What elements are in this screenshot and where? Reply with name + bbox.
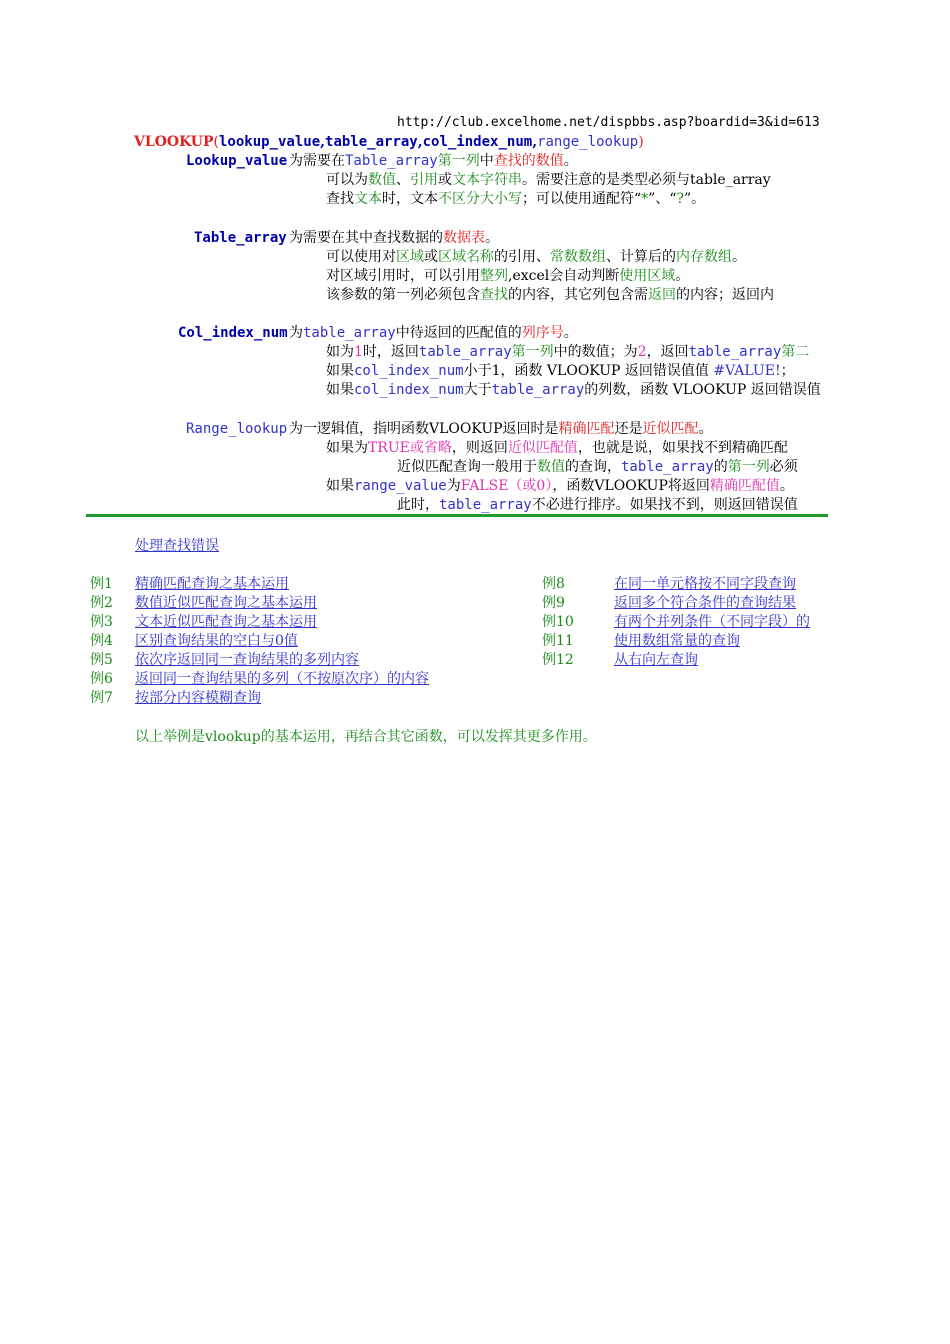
example-link-6[interactable]: 返回同一查询结果的多列（不按原次序）的内容 [135,671,429,687]
text: 查找 [326,191,354,207]
example-num: 例4 [90,633,113,649]
term: Table_array [345,153,438,169]
param-table-array: table_array [325,134,418,150]
paren-open: ( [213,134,219,150]
text: 的 [713,459,728,475]
text: 。 [563,153,578,169]
text: 。 [563,325,578,341]
lookup-value-label: Lookup_value [186,153,288,169]
term: 数据表 [443,230,485,246]
term: 第一列 [727,459,770,475]
example-link-4[interactable]: 区别查询结果的空白与0值 [135,633,298,649]
example-num: 例9 [542,595,565,611]
text: 。 [675,268,690,284]
text: 或 [424,249,438,265]
text: 中 [479,153,494,169]
text: 为需要在其中查找数据的 [289,230,443,246]
text: 必须 [769,459,798,475]
text: ，也就是说，如果找不到精确匹配 [577,440,788,456]
term: 查找 [480,287,508,303]
term: 文本字符串 [452,172,522,188]
param-col-index-num: col_index_num [422,134,533,150]
text: ,excel会自动判断 [508,268,620,284]
example-link-1[interactable]: 精确匹配查询之基本运用 [135,576,289,592]
comma: , [320,134,326,150]
example-link-10[interactable]: 有两个并列条件（不同字段）的 [614,614,810,630]
text: 如果 [326,363,354,379]
term: ? [676,191,685,207]
text: 的列数，函数 VLOOKUP 返回错误值 [584,382,821,398]
text: 的内容；返回内 [676,287,774,303]
text: 。 [698,421,713,437]
term: 整列 [480,268,508,284]
paren-close: ) [638,134,644,150]
param-range-lookup: range_lookup [537,134,639,150]
term: 文本 [354,191,382,207]
example-num: 例6 [90,671,113,687]
text: 。 [485,230,499,246]
term: 不区分大小写 [438,191,522,207]
term: FALSE（或0） [460,478,553,494]
text: ，则返回 [451,440,508,456]
text: 、 [396,172,410,188]
term: 近似匹配值 [507,440,578,456]
param-lookup-value: lookup_value [218,134,321,150]
text: 不必进行排序。如果找不到，则返回错误值 [531,497,798,513]
function-name: VLOOKUP [134,134,214,150]
term: 第一列 [437,153,480,169]
example-link-12[interactable]: 从右向左查询 [614,652,698,668]
term: 内存数组 [676,249,732,265]
term: 第一列 [511,344,554,360]
example-num: 例5 [90,652,113,668]
term: table_array [621,459,714,475]
text: 近似匹配查询一般用于 [397,459,537,475]
text: 的引用、 [494,249,550,265]
text: 该参数的第一列必须包含 [326,287,480,303]
example-link-7[interactable]: 按部分内容模糊查询 [135,690,261,706]
text: 如果 [326,382,354,398]
text: 为 [289,325,303,341]
text: 的查询， [565,459,621,475]
example-link-3[interactable]: 文本近似匹配查询之基本运用 [135,614,317,630]
term: 常数数组 [550,249,606,265]
term: 引用 [410,172,438,188]
example-link-8[interactable]: 在同一单元格按不同字段查询 [614,576,796,592]
example-link-9[interactable]: 返回多个符合条件的查询结果 [614,595,796,611]
text: 如果 [326,478,354,494]
text: 时，文本 [382,191,438,207]
text: ；可以使用通配符“ [522,191,642,207]
text: 如果为 [326,440,368,456]
text: 为一逻辑值，指明函数VLOOKUP返回时是 [289,421,559,437]
term: col_index_num [354,382,464,398]
range-lookup-label: Range_lookup [186,421,288,437]
text: 对区域引用时，可以引用 [326,268,480,284]
comma: , [532,134,538,150]
term: 区域 [396,249,424,265]
example-link-11[interactable]: 使用数组常量的查询 [614,633,740,649]
link-handle-errors[interactable]: 处理查找错误 [135,538,219,554]
text: 时，返回 [362,344,419,360]
text: 还是 [614,421,643,437]
example-num: 例2 [90,595,113,611]
example-num: 例7 [90,690,113,706]
text: 此时， [397,497,439,513]
term: 精确匹配 [558,421,615,437]
text: ； [780,363,795,379]
source-url[interactable]: http://club.excelhome.net/dispbbs.asp?boardid=3&id=613 [397,115,820,130]
text: 。 [779,478,794,494]
term: 2 [637,344,647,360]
term: 近似匹配 [642,421,699,437]
comma: , [417,134,423,150]
term: table_array [688,344,782,360]
example-num: 例10 [542,614,574,630]
example-num: 例1 [90,576,113,592]
example-num: 例12 [542,652,574,668]
text: 、计算后的 [606,249,676,265]
term: table_array [418,344,512,360]
term: 使用区域 [619,268,676,284]
term: TRUE或省略 [368,440,452,456]
term: 区域名称 [438,249,494,265]
text: 可以为 [326,172,368,188]
term: table_array [491,382,585,398]
term: table_array [439,497,532,513]
text: 的内容，其它列包含需 [508,287,648,303]
right-column-clip [0,0,822,720]
example-num: 例8 [542,576,565,592]
term: 精确匹配值 [709,478,780,494]
text: 为需要在 [289,153,345,169]
text: 为 [446,478,461,494]
example-link-5[interactable]: 依次序返回同一查询结果的多列内容 [135,652,359,668]
footer-note: 以上举例是vlookup的基本运用，再结合其它函数，可以发挥其更多作用。 [135,729,597,745]
col-index-num-label: Col_index_num [178,325,288,341]
example-num: 例11 [542,633,574,649]
text: ”。 [684,191,706,207]
text: ，函数VLOOKUP将返回 [552,478,710,494]
term: 数值 [537,459,565,475]
text: 或 [438,172,452,188]
text: ，返回 [646,344,689,360]
term: range_value [354,478,447,494]
text: 。需要注意的是类型必须与table_array [522,172,771,188]
text: ”、“ [648,191,677,207]
term: col_index_num [354,363,464,379]
term: 数值 [368,172,396,188]
text: 小于1，函数 VLOOKUP 返回错误值值 [463,363,714,379]
text: 中待返回的匹配值的 [395,325,522,341]
text: 。 [732,249,746,265]
term: 列序号 [521,325,564,341]
text: 如为 [326,344,354,360]
term: #VALUE! [713,363,781,379]
text: 中的数值；为 [553,344,638,360]
term: * [641,191,649,207]
term: 返回 [648,287,676,303]
text: 可以使用对 [326,249,396,265]
table-array-label: Table_array [194,230,287,246]
term: 查找的数值 [493,153,564,169]
term: 第二 [781,344,810,360]
example-link-2[interactable]: 数值近似匹配查询之基本运用 [135,595,317,611]
term: table_array [303,325,396,341]
example-num: 例3 [90,614,113,630]
text: 大于 [463,382,492,398]
term: 1 [354,344,363,360]
